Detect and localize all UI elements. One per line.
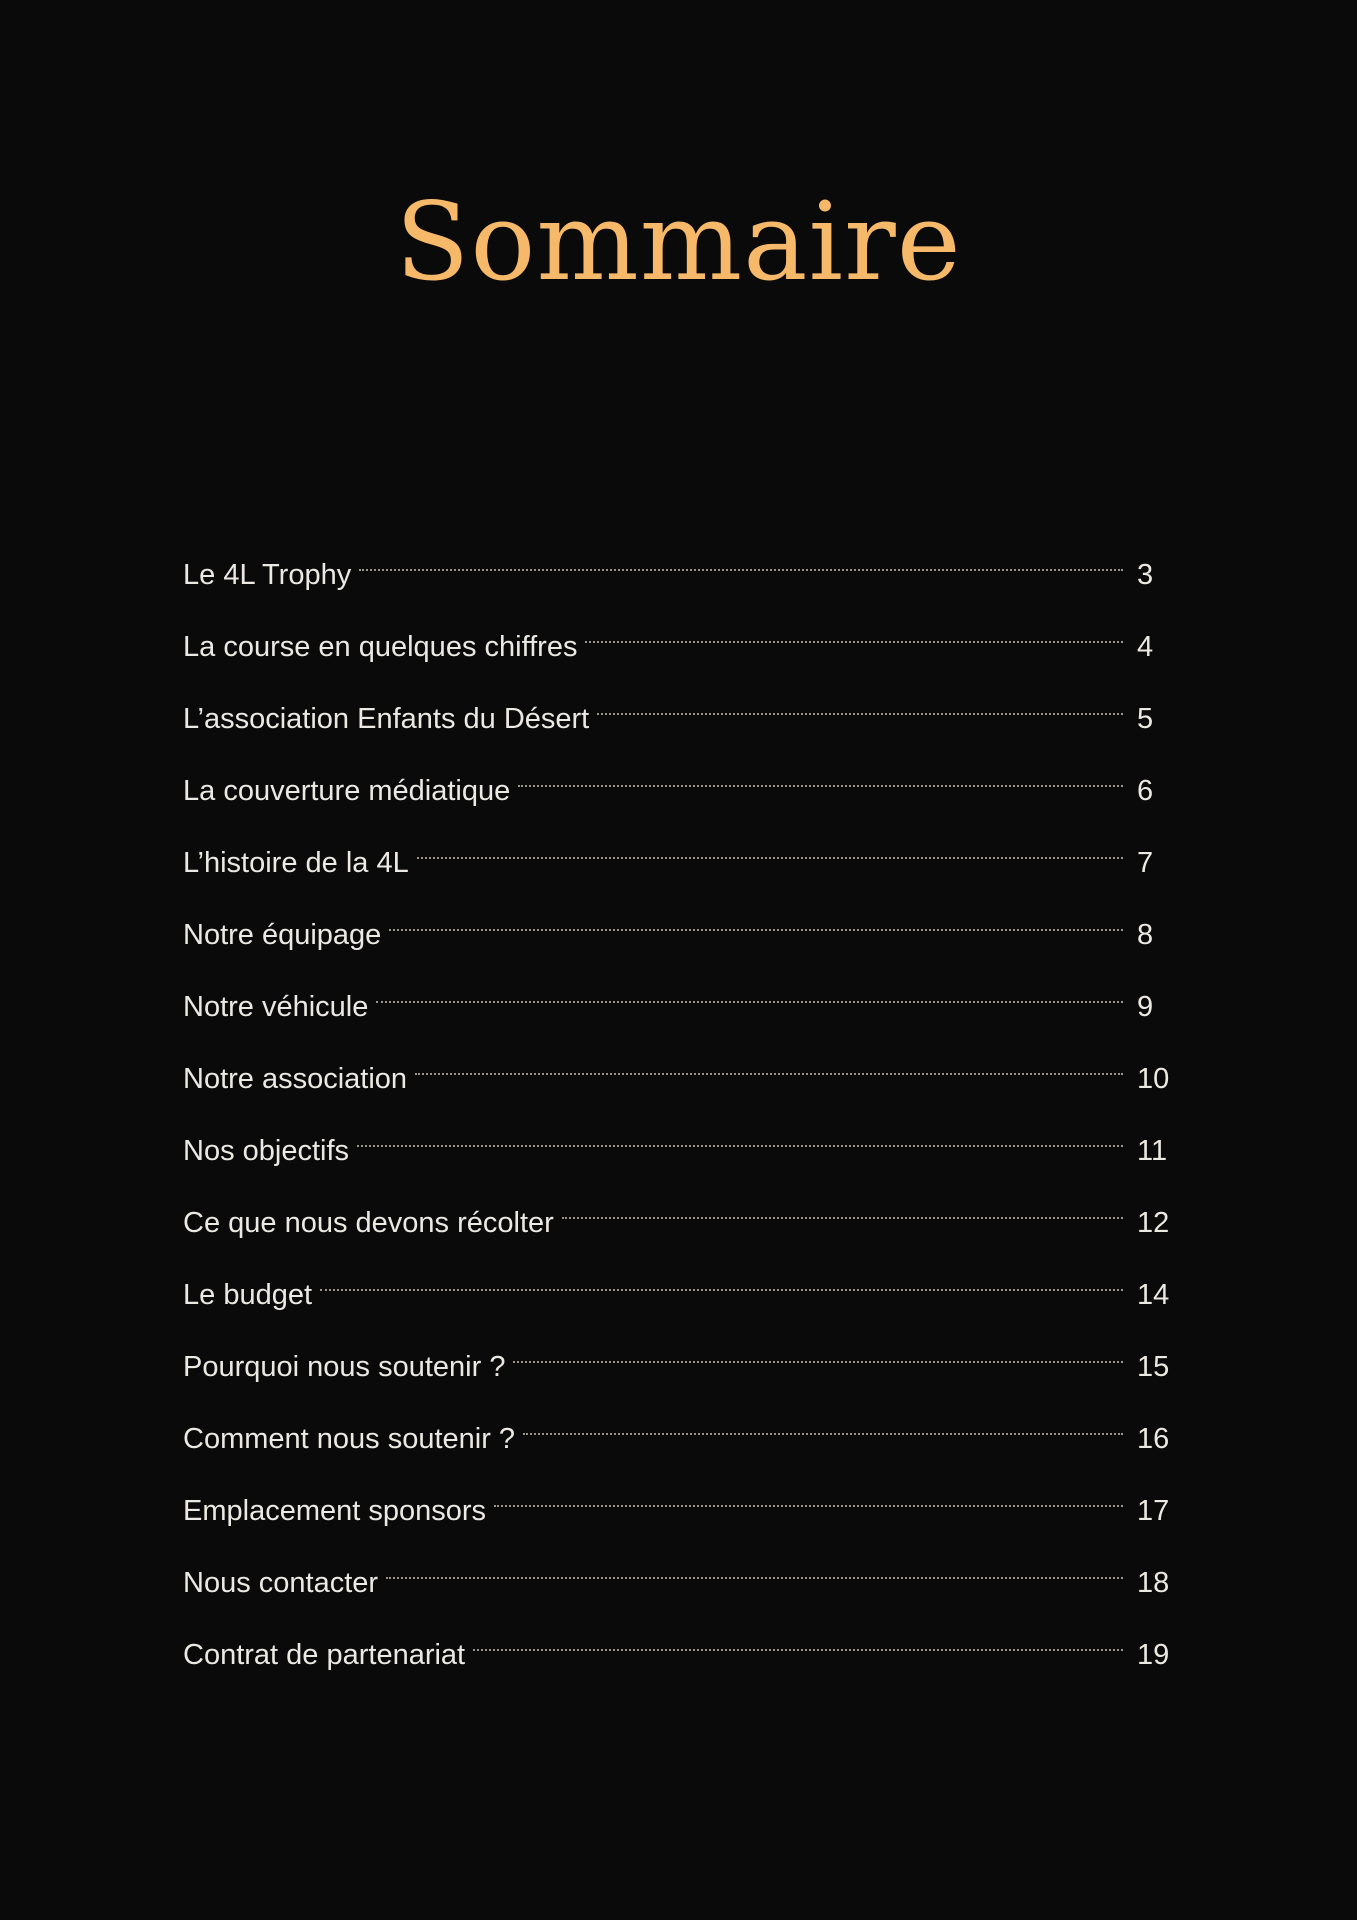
toc-entry-label: Notre association (183, 1063, 408, 1095)
toc-leader-dots (389, 893, 1123, 941)
toc-entry-label: Nos objectifs (183, 1135, 350, 1167)
toc-entry-label: Comment nous soutenir ? (183, 1423, 516, 1455)
toc-leader-dots (473, 1613, 1123, 1661)
toc-leader-dots (597, 677, 1123, 725)
toc-entry (183, 536, 1183, 608)
toc-entry-page-number: 8 (1137, 919, 1154, 951)
toc-leader-dots (415, 1037, 1123, 1085)
toc-entry (183, 752, 1183, 824)
toc-entry-page-number: 15 (1137, 1351, 1170, 1383)
toc-entry-page-number: 6 (1137, 775, 1154, 807)
toc-entry-label: L’association Enfants du Désert (183, 703, 590, 735)
toc-entry (183, 1616, 1183, 1688)
toc-leader-dots (386, 1541, 1123, 1589)
toc-entry-page-number: 5 (1137, 703, 1154, 735)
toc-entry-label: La couverture médiatique (183, 775, 511, 807)
toc-leader-dots (376, 965, 1123, 1013)
toc-entry-page-number: 18 (1137, 1567, 1170, 1599)
toc-entry-page-number: 10 (1137, 1063, 1170, 1095)
toc-entry-label: Le budget (183, 1279, 313, 1311)
toc-leader-dots (359, 533, 1123, 581)
toc-leader-dots (518, 749, 1123, 797)
toc-entry-page-number: 12 (1137, 1207, 1170, 1239)
toc-entry-page-number: 16 (1137, 1423, 1170, 1455)
toc-entry-label: Contrat de partenariat (183, 1639, 466, 1671)
toc-entry-page-number: 9 (1137, 991, 1154, 1023)
toc-entry (183, 1544, 1183, 1616)
toc-entry-label: Pourquoi nous soutenir ? (183, 1351, 506, 1383)
toc-entry (183, 1184, 1183, 1256)
toc-entry (183, 1400, 1183, 1472)
toc-entry (183, 1328, 1183, 1400)
toc-entry (183, 1112, 1183, 1184)
toc-entry (183, 1256, 1183, 1328)
toc-leader-dots (585, 605, 1123, 653)
toc-entry-page-number: 3 (1137, 559, 1154, 591)
toc-entry-page-number: 17 (1137, 1495, 1170, 1527)
toc-entry-page-number: 11 (1137, 1135, 1168, 1167)
toc-leader-dots (523, 1397, 1123, 1445)
toc-entry-label: Le 4L Trophy (183, 559, 352, 591)
toc-leader-dots (494, 1469, 1123, 1517)
toc-entry (183, 680, 1183, 752)
toc-entry-label: Notre véhicule (183, 991, 369, 1023)
toc-entry-label: Emplacement sponsors (183, 1495, 487, 1527)
table-of-contents (183, 536, 1183, 1688)
toc-entry-label: L’histoire de la 4L (183, 847, 409, 879)
toc-entry-label: La course en quelques chiffres (183, 631, 578, 663)
toc-entry-label: Nous contacter (183, 1567, 379, 1599)
toc-leader-dots (320, 1253, 1123, 1301)
toc-entry (183, 1040, 1183, 1112)
toc-entry (183, 824, 1183, 896)
toc-entry (183, 896, 1183, 968)
toc-entry-page-number: 7 (1137, 847, 1154, 879)
toc-entry (183, 1472, 1183, 1544)
toc-leader-dots (513, 1325, 1123, 1373)
toc-entry-label: Notre équipage (183, 919, 382, 951)
page-title: Sommaire (395, 180, 962, 305)
toc-entry-label: Ce que nous devons récolter (183, 1207, 554, 1239)
toc-entry-page-number: 19 (1137, 1639, 1170, 1671)
toc-entry-page-number: 14 (1137, 1279, 1170, 1311)
toc-entry (183, 608, 1183, 680)
toc-entry (183, 968, 1183, 1040)
toc-entry-page-number: 4 (1137, 631, 1154, 663)
toc-leader-dots (357, 1109, 1123, 1157)
toc-leader-dots (417, 821, 1123, 869)
toc-leader-dots (562, 1181, 1123, 1229)
